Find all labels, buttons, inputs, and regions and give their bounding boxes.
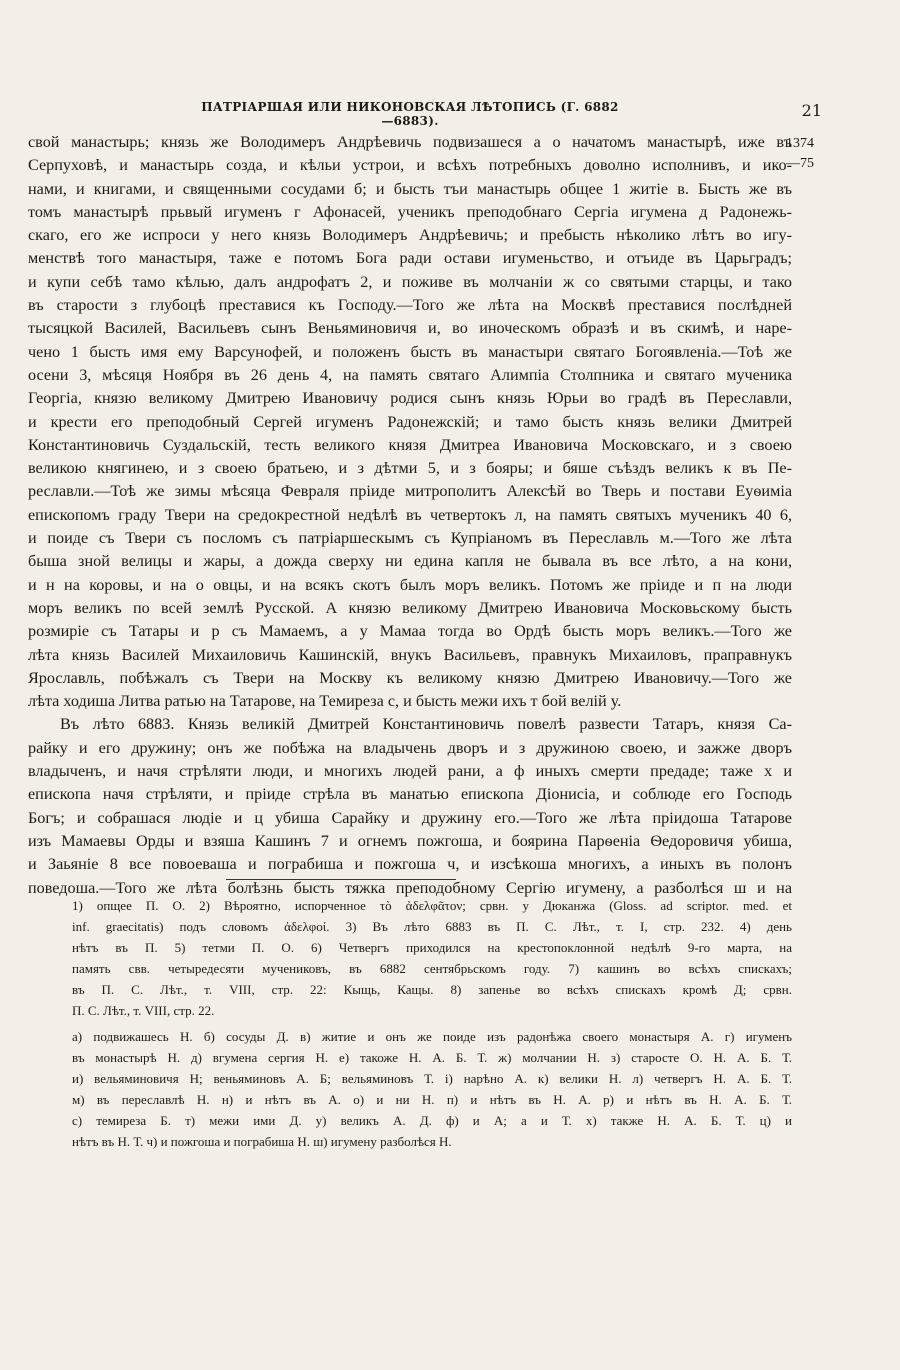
- footnote-line: и) вельяминовичя Н; веньяминовъ А. Б; вельяминовъ Т. і) нарѣно А. к) велики Н. л) четвергъ Н. А. Б. Т.: [72, 1071, 792, 1086]
- text-line: лѣта ходиша Литва ратью на Татарове, на Темиреза с, и бысть межи ихъ т бой велій у.: [28, 692, 622, 711]
- text-line: скаго, его же испроси у него князь Володимеръ Андрѣевичь; и пребысть нѣколико лѣтъ во игу-: [28, 226, 792, 245]
- text-line: осени 3, мѣсяця Ноября въ 26 день 4, на память святаго Алимпіа Столпника и святаго мученика: [28, 365, 792, 384]
- text-line: великою княгинею, и з своею братьею, и з дѣтми 5, и з бояры; и бяше съѣздъ великъ к въ Пе-: [28, 459, 792, 478]
- text-line: свой манастырь; князь же Володимеръ Андрѣевичь подвизашеся а о начатомъ манастырѣ, иже въ: [28, 133, 792, 151]
- footnote-line: м) въ переславлѣ Н. н) и нѣтъ въ А. о) и ни Н. п) и нѣтъ въ Н. А. р) и нѣтъ въ Н. А. Б. Т.: [72, 1092, 792, 1107]
- footnote-line: нѣтъ въ П. 5) тетми П. О. 6) Четвергъ приходился на крестопоклонной недѣлѣ 9-го марта, на: [72, 940, 792, 955]
- footnote-line: память свв. четыредесяти мучениковъ, въ 6882 сентябрьскомъ году. 7) кашинъ во всѣхъ спискахъ;: [72, 961, 792, 976]
- text-line: поведоша.—Того же лѣта болѣзнь бысть тяжка преподобному Сергію игумену, а разболѣся ш и на: [28, 878, 792, 897]
- footnote-divider: [226, 879, 456, 880]
- text-line: нами, и книгами, и священными сосудами б; и бысть тъи манастырь общее 1 житіе в. Бысть же въ: [28, 179, 792, 198]
- text-line: менствѣ того манастыря, таже е потомъ Бога ради остави игуменьство, и отъиде въ Царьградъ;: [28, 249, 792, 268]
- footnote-line: нѣтъ въ Н. Т. ч) и пожгоша и пограбиша Н. ш) игумену разболѣся Н.: [72, 1134, 452, 1149]
- page-number: 21: [801, 101, 822, 120]
- main-text: [28, 131, 792, 900]
- text-line: владыченъ, и начя стрѣляти люди, и многихъ людей рани, а ф иныхъ смерти предаде; таже х и: [28, 762, 792, 781]
- footnotes-lettered: [72, 1026, 792, 1152]
- text-line: Въ лѣто 6883. Князь великій Дмитрей Константиновичь повелѣ развести Татаръ, князя Са-: [60, 715, 792, 734]
- text-line: райку и его дружину; онъ же побѣжа на владычень дворъ и з дружиною своею, и зажже дворъ: [28, 738, 792, 757]
- text-line: и Заьяніе 8 все повоеваша и пограбиша и пожгоша ч, и изсѣкоша многихъ, а иныхъ въ полонъ: [28, 855, 792, 874]
- text-line: розмиріе съ Татары и р съ Мамаемъ, а у Мамаа тогда во Ордѣ бысть моръ великъ.—Того же: [28, 622, 792, 641]
- footnote-line: въ монастырѣ Н. д) вгумена сергия Н. е) такоже Н. А. Б. Т. ж) молчании Н. з) старосте О. Н. А. Б. Т.: [72, 1050, 792, 1065]
- text-line: и н на коровы, и на о овцы, и на всякъ скотъ былъ моръ великъ. Потомъ же пріиде и п на люди: [28, 575, 792, 594]
- running-header: ПАТРІАРШАЯ ИЛИ НИКОНОВСКАЯ ЛѢТОПИСЬ (Г. 6882—6883).: [201, 100, 619, 128]
- text-line: изъ Мамаевы Орды и взяша Кашинъ 7 и огнемъ пожгоша, и боярина Парѳеніа Ѳедоровичя убиша,: [28, 831, 792, 850]
- text-line: реславли.—Тоѣ же зимы мѣсяца Февраля пріиде митрополитъ Алексѣй во Тверь и постави Еуѳиміа: [28, 482, 792, 501]
- text-line: Константиновичь Суздальскій, тесть великого князя Дмитреа Ивановича Московскаго, и з своею: [28, 435, 792, 454]
- footnote-line: П. С. Лѣт., т. VIII, стр. 22.: [72, 1003, 215, 1018]
- footnote-line: inf. graecitatis) подъ словомъ ἀδελφοί. 3) Въ лѣто 6883 въ П. С. Лѣт., т. I, стр. 232. 4) день: [72, 919, 792, 934]
- footnote-line: 1) опщее П. О. 2) Вѣроятно, испорченное τὸ ἀδελφᾶτον; срвн. у Дюканжа (Gloss. ad scriptor. med. et: [72, 898, 792, 913]
- footnotes-numeric: [72, 895, 792, 1021]
- footnote-line: въ П. С. Лѣт., т. VIII, стр. 22: Кыщь, Кащы. 8) запенье во всѣхъ спискахъ кромѣ Д; срвн.: [72, 982, 792, 997]
- text-line: Богъ; и собрашася людіе и ц убиша Сарайку и дружину его.—Того же лѣта пріидоша Татарове: [28, 808, 792, 827]
- footnote-line: с) темиреза Б. т) межи ими Д. у) великъ А. Д. ф) и А; а и Т. х) также Н. А. Б. Т. ц) и: [72, 1113, 792, 1128]
- text-line: лѣта князь Василей Михаиловичь Кашинскій, внукъ Васильевъ, правнукъ Михаиловъ, праправнукъ: [28, 645, 792, 664]
- text-line: и поиде съ Твери съ посломъ съ патріаршескымъ съ Купріаномъ въ Переславль м.—Того же лѣта: [28, 529, 792, 548]
- text-line: чено 1 бысть имя ему Варсунофей, и положенъ бысть въ манастыри святаго Богоявленіа.—Тоѣ же: [28, 342, 792, 361]
- text-line: моръ великъ по всей землѣ Русской. А князю великому Дмитрею Ивановича Московьскому бысть: [28, 598, 792, 617]
- text-line: епископа начя стрѣляти, и пріиде стрѣла въ манатью епископа Діонисіа, и соблюде его Господь: [28, 785, 792, 804]
- text-line: тысяцкой Василей, Васильевъ сынъ Веньяминовичя и, во иноческомъ образѣ и въ скимѣ, и наре-: [28, 319, 792, 338]
- text-line: быша зной велицы и жары, а дожда сверху ни едина капля не бывала въ все лѣто, а на кони,: [28, 552, 792, 571]
- footnote-line: а) подвижашесь Н. б) сосуды Д. в) житие и онъ же поиде изъ радонѣжа своего монастыря А. г) игуменъ: [72, 1029, 792, 1044]
- text-line: и купи себѣ тамо кѣлью, далъ андрофатъ 2, и поживе въ молчаніи ж со святыми старцы, и тако: [28, 272, 792, 291]
- text-line: и крести его преподобный Сергей игуменъ Радонежскій; и тамо бысть князь велики Дмитрей: [28, 412, 792, 431]
- margin-year-top: 1374: [786, 136, 814, 151]
- margin-year-bottom: —75: [786, 156, 814, 171]
- text-line: въ старости з глубоцѣ преставися къ Господу.—Того же лѣта на Москвѣ преставися послѣдней: [28, 296, 792, 315]
- text-line: Георгіа, князю великому Дмитрею Ивановичу родися сынъ князь Юрьи во градѣ въ Переславли,: [28, 389, 792, 408]
- text-line: Ярославль, побѣжалъ съ Твери на Москву къ великому князю Дмитрею Ивановичу.—Того же: [28, 668, 792, 687]
- text-line: епископомъ граду Твери на средокрестной недѣлѣ въ четвертокъ л, на память святыхъ мученикъ 40 6,: [28, 505, 792, 524]
- text-line: томъ манастырѣ прьвый игуменъ г Афонасей, ученикъ преподобнаго Сергіа игумена д Радонежь-: [28, 202, 792, 221]
- text-line: Серпуховѣ, и манастырь созда, и кѣльи устрои, и всѣхъ потребныхъ доволно исполнивъ, и ико-: [28, 156, 792, 175]
